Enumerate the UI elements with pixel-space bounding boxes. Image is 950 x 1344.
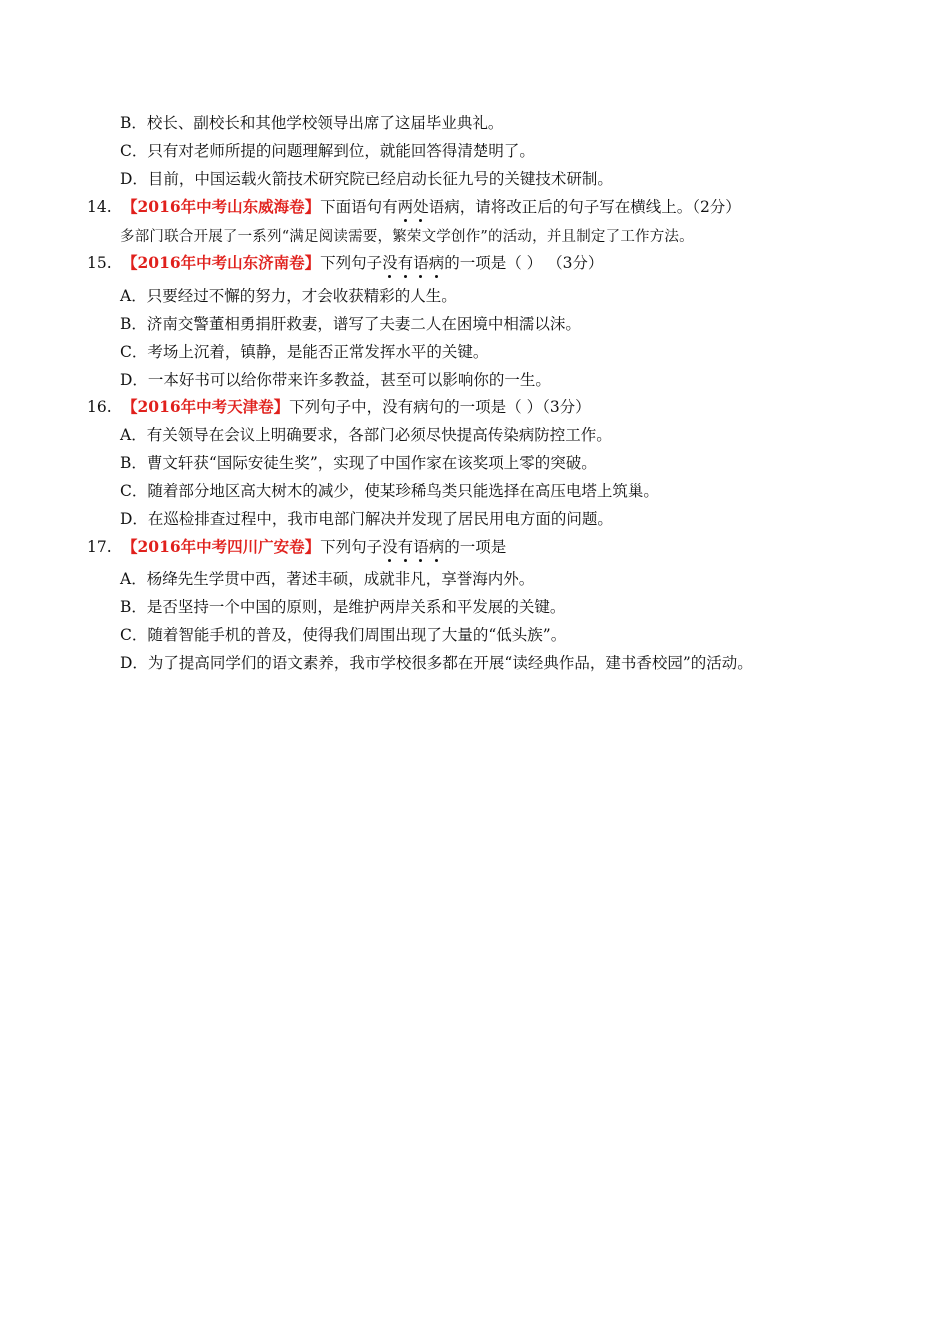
q15-option-d: D．一本好书可以给你带来许多教益，甚至可以影响你的一生。 bbox=[120, 371, 551, 389]
q15-emphasis-1: 没 bbox=[382, 254, 398, 272]
q16-option-b: B．曹文轩获“国际安徒生奖”，实现了中国作家在该奖项上零的突破。 bbox=[120, 454, 597, 472]
q14-number: 14. bbox=[87, 198, 112, 216]
q17-option-a: A．杨绛先生学贯中西，著述丰硕，成就非凡，享誉海内外。 bbox=[120, 570, 535, 588]
q15-option-b: B．济南交警董相勇捐肝救妻，谱写了夫妻二人在困境中相濡以沫。 bbox=[120, 315, 581, 333]
q16-option-d: D．在巡检排查过程中，我市电部门解决并发现了居民用电方面的问题。 bbox=[120, 510, 613, 528]
q15-stem-post: 的一项是（ ） （3分） bbox=[444, 254, 604, 272]
q17-emphasis-3: 语 bbox=[413, 538, 429, 556]
q15-emphasis-4: 病 bbox=[428, 254, 445, 272]
q16-option-a: A．有关领导在会议上明确要求，各部门必须尽快提高传染病防控工作。 bbox=[120, 426, 612, 444]
q14-stem bbox=[122, 196, 741, 218]
q17-stem-post: 的一项是 bbox=[444, 538, 507, 556]
q15-number: 15. bbox=[87, 254, 112, 272]
q17-emphasis-2: 有 bbox=[397, 538, 414, 556]
q17-stem bbox=[122, 536, 506, 558]
q16-stem-text: 下列句子中，没有病句的一项是（ ）（3分） bbox=[289, 398, 591, 416]
q17-emphasis-1: 没 bbox=[382, 538, 398, 556]
q13-option-c: C．只有对老师所提的问题理解到位，就能回答得清楚明了。 bbox=[120, 142, 535, 160]
q17-number: 17. bbox=[87, 538, 112, 556]
q17-stem-pre: 下列句子 bbox=[320, 538, 383, 556]
q17-option-d: D．为了提高同学们的语文素养，我市学校很多都在开展“读经典作品，建书香校园”的活动。 bbox=[120, 654, 753, 672]
q13-option-b: B．校长、副校长和其他学校领导出席了这届毕业典礼。 bbox=[120, 114, 504, 132]
q16-option-c: C．随着部分地区高大树木的减少，使某珍稀鸟类只能选择在高压电塔上筑巢。 bbox=[120, 482, 659, 500]
q14-sentence: 多部门联合开展了一系列“满足阅读需要，繁荣文学创作”的活动，并且制定了工作方法。 bbox=[120, 229, 694, 245]
q16-source: 【2016年中考天津卷】 bbox=[122, 397, 290, 416]
q17-source: 【2016年中考四川广安卷】 bbox=[122, 537, 321, 556]
q13-option-d: D．目前，中国运载火箭技术研究院已经启动长征九号的关键技术研制。 bbox=[120, 170, 613, 188]
q15-emphasis-3: 语 bbox=[413, 254, 429, 272]
q14-emphasis-2: 处 bbox=[413, 198, 429, 216]
q15-option-a: A．只要经过不懈的努力，才会收获精彩的人生。 bbox=[120, 287, 457, 305]
q14-emphasis-1: 两 bbox=[397, 198, 414, 216]
q17-option-b: B．是否坚持一个中国的原则，是维护两岸关系和平发展的关键。 bbox=[120, 598, 566, 616]
q16-number: 16. bbox=[87, 398, 112, 416]
q15-source: 【2016年中考山东济南卷】 bbox=[122, 253, 321, 272]
q14-source: 【2016年中考山东威海卷】 bbox=[122, 197, 321, 216]
q17-option-c: C．随着智能手机的普及，使得我们周围出现了大量的“低头族”。 bbox=[120, 626, 567, 644]
q15-stem-pre: 下列句子 bbox=[320, 254, 383, 272]
q16-stem bbox=[122, 396, 591, 418]
q17-emphasis-4: 病 bbox=[428, 538, 445, 556]
q15-option-c: C．考场上沉着，镇静，是能否正常发挥水平的关键。 bbox=[120, 343, 489, 361]
q15-stem bbox=[122, 252, 603, 274]
q14-stem-post: 语病，请将改正后的句子写在横线上。（2分） bbox=[428, 198, 741, 216]
q15-emphasis-2: 有 bbox=[397, 254, 414, 272]
q14-stem-pre: 下面语句有 bbox=[320, 198, 398, 216]
